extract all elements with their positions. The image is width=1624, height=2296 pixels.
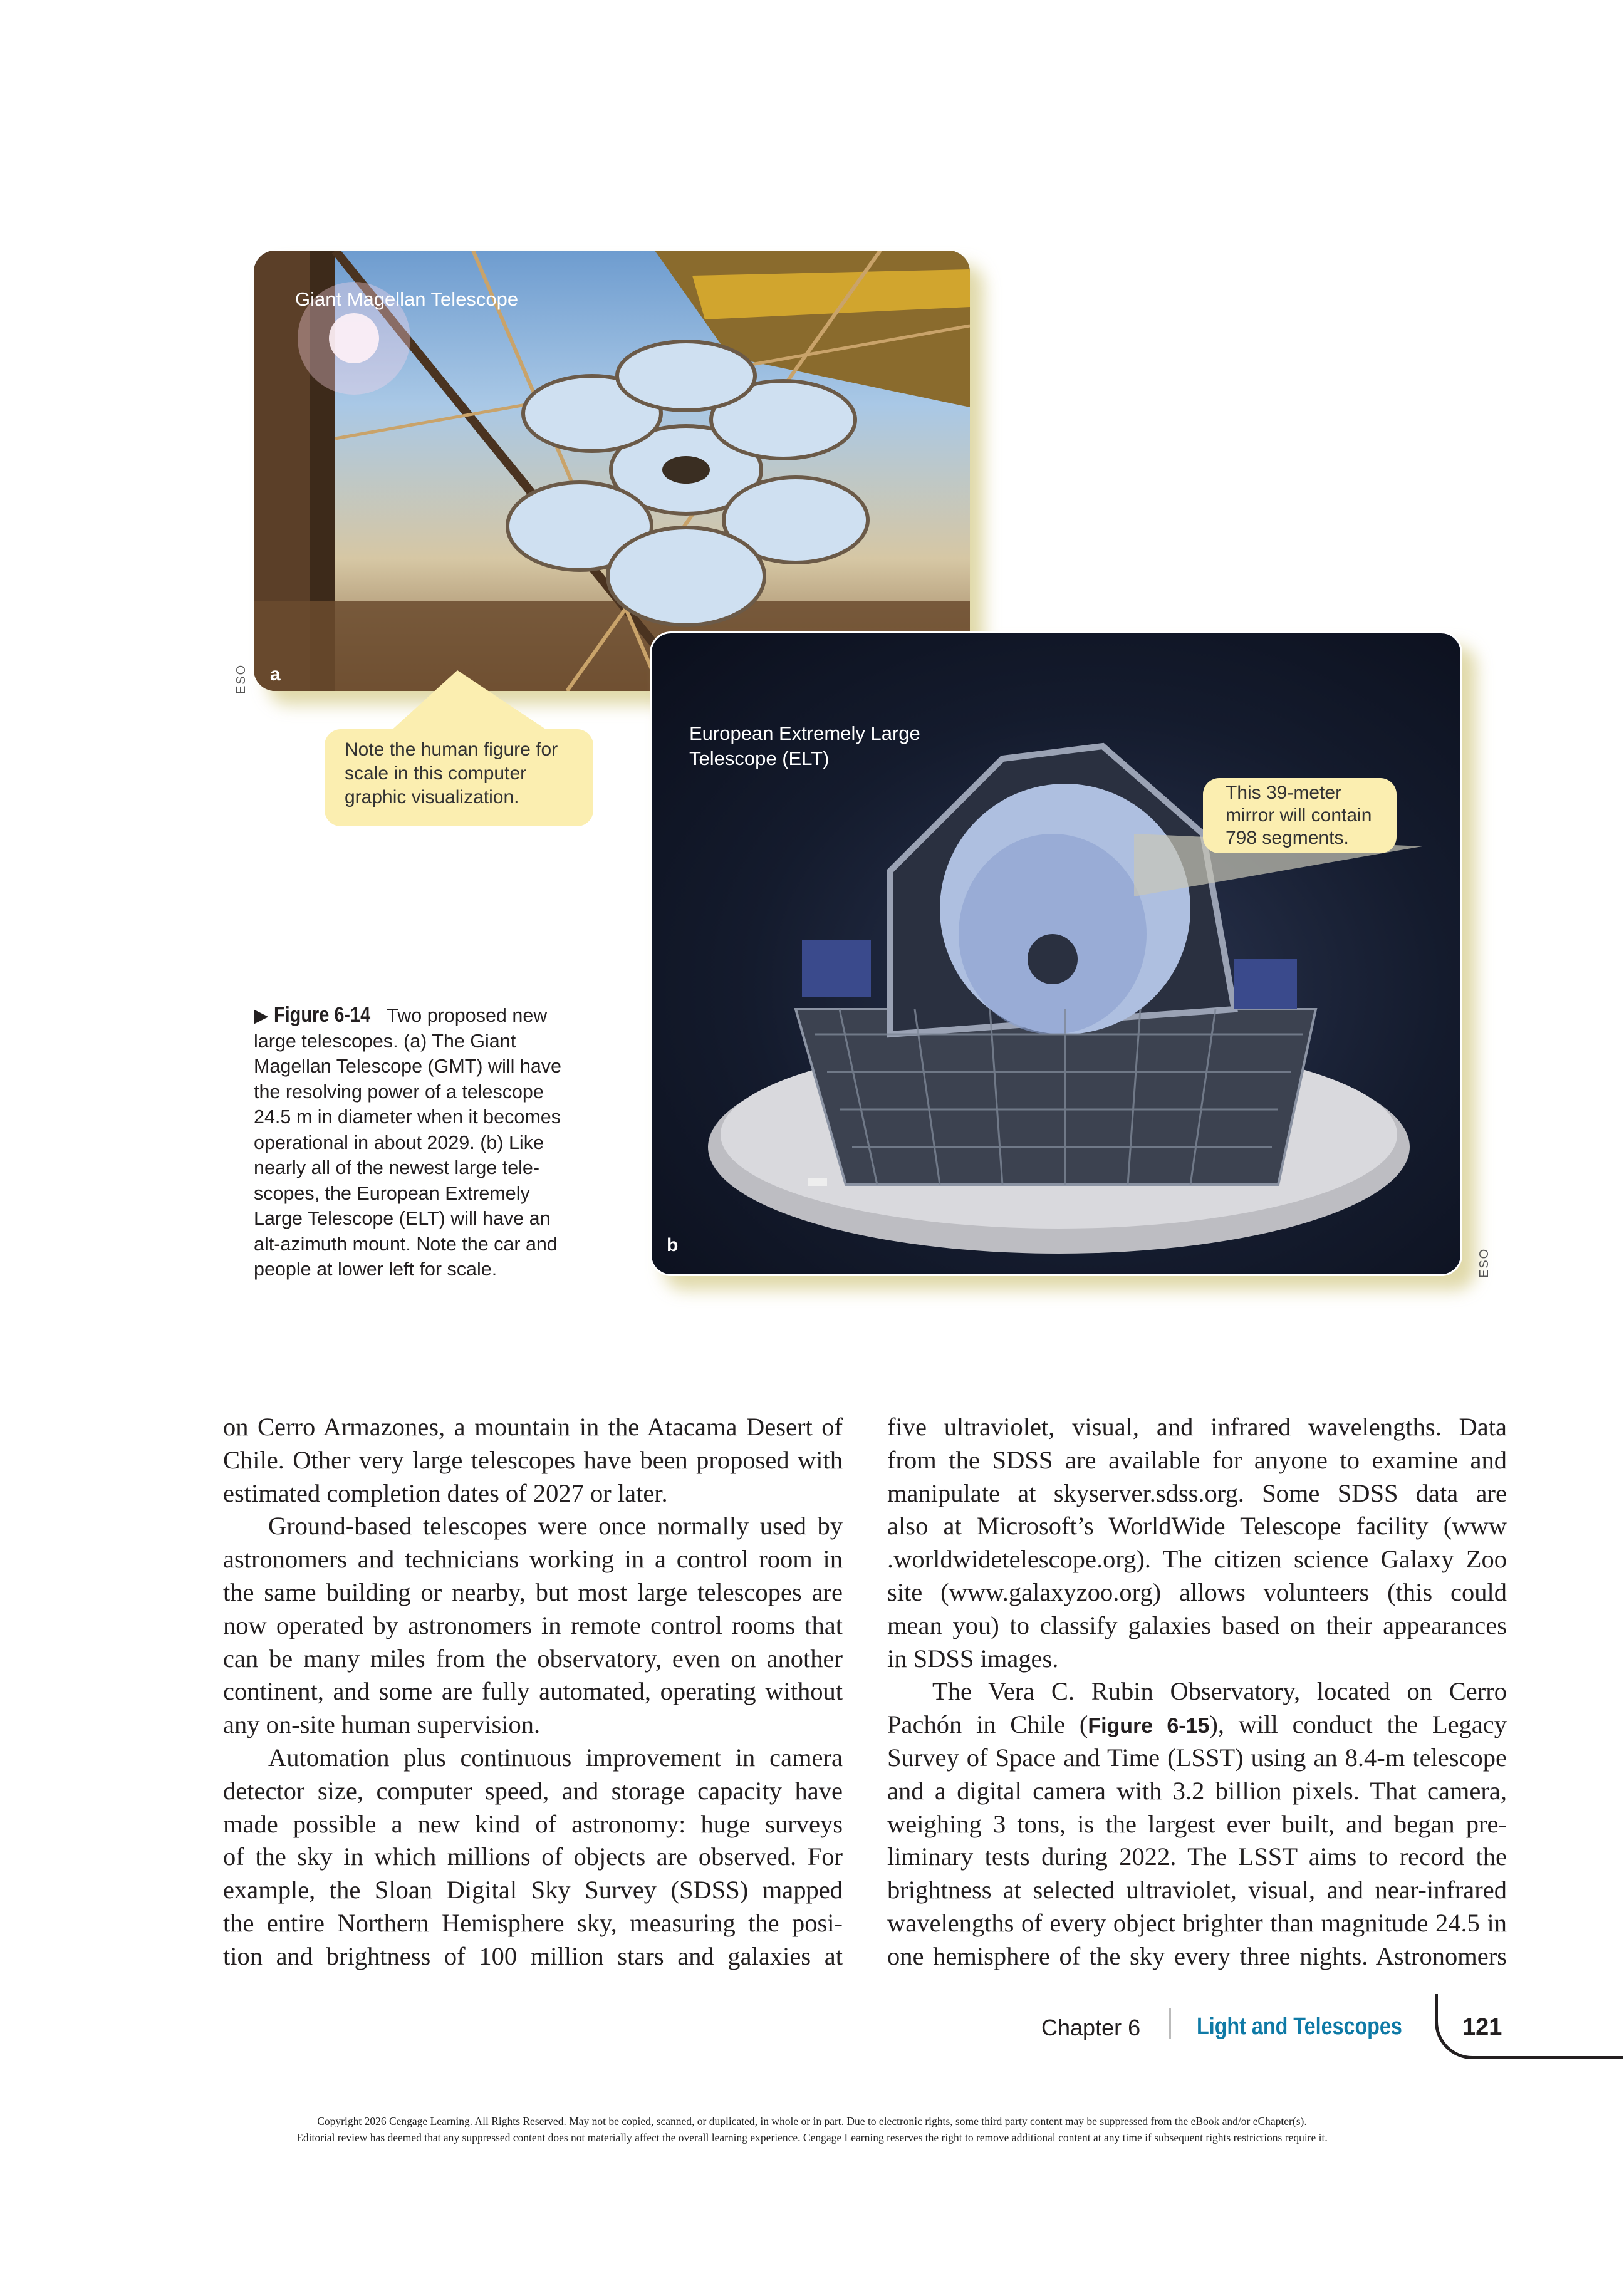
body-text-line: mean you) to classify galaxies based on their appearances [887,1611,1507,1639]
body-text-line: detector size, computer speed, and storage capacity have [223,1776,843,1805]
body-text-line: Ground-based telescopes were once normally used by [268,1512,843,1540]
caption-line: Large Telescope (ELT) will have an [254,1208,551,1229]
body-text-line: on Cerro Armazones, a mountain in the Atacama Desert of [223,1413,843,1441]
caption-line: people at lower left for scale. [254,1259,497,1280]
caption-line: alt-azimuth mount. Note the car and [254,1233,558,1255]
panel-b-title [689,721,920,771]
body-text-line: astronomers and technicians working in a control room in [223,1545,843,1574]
copyright-line: Copyright 2026 Cengage Learning. All Rights Reserved. May not be copied, scanned, or duplicated, in whole or in part. Due to electronic rights, some third party content may be suppressed from the eBook and/or eChapter(s). [317,2115,1307,2127]
panel-b-letter: b [667,1235,679,1255]
body-text-line: from the SDSS are available for anyone to examine and [887,1445,1507,1474]
callout-b-line: 798 segments. [1226,828,1349,848]
caption-arrow-icon: ▶ [254,1005,269,1026]
callout-b [1203,778,1397,853]
body-text-segment: Pachón in Chile ( [887,1710,1088,1739]
elt-illustration [650,631,1462,1276]
callout-b-line: This 39-meter [1226,782,1342,803]
body-column-left [223,1411,843,1973]
body-text-line: Automation plus continuous improvement in camera [268,1743,843,1772]
body-text-line: wavelengths of every object brighter than magnitude 24.5 in [887,1908,1507,1937]
body-text-line: manipulate at skyserver.sdss.org. Some SDSS data are [887,1478,1507,1507]
body-text-line: of the sky in which millions of objects are observed. For [223,1842,843,1871]
panel-a-credit: ESO [234,663,248,694]
body-text-line: example, the Sloan Digital Sky Survey (SDSS) mapped [223,1876,843,1904]
body-text-line: .worldwidetelescope.org). The citizen science Galaxy Zoo [887,1545,1507,1574]
body-text-segment: ), will conduct the Legacy [1209,1710,1507,1739]
body-text-line [887,1708,1507,1742]
body-text-line: Chile. Other very large telescopes have been proposed with [223,1445,843,1474]
figure-reference[interactable]: Figure 6-15 [1088,1714,1210,1738]
body-text-line: Survey of Space and Time (LSST) using an 8.4-m telescope [887,1743,1507,1772]
caption-line: operational in about 2029. (b) Like [254,1131,544,1153]
body-text-line: tion and brightness of 100 million stars and galaxies at [223,1941,843,1970]
body-text-line: liminary tests during 2022. The LSST aims to record the [887,1842,1507,1871]
body-text-line: the same building or nearby, but most large telescopes are [223,1577,843,1606]
figure-caption [254,1002,605,1282]
body-text-line: site (www.galaxyzoo.org) allows volunteers (this could [887,1577,1507,1606]
panel-b-credit: ESO [1477,1247,1491,1278]
panel-b-title-line: European Extremely Large [689,722,920,744]
callout-a-line: graphic visualization. [345,787,519,808]
panel-a-title: Giant Magellan Telescope [295,288,519,310]
body-text-line: weighing 3 tons, is the largest ever built, and began pre- [887,1809,1507,1838]
body-text-line: the entire Northern Hemisphere sky, measuring the posi- [223,1908,843,1937]
panel-a-letter: a [270,664,281,685]
body-text-line: made possible a new kind of astronomy: huge surveys [223,1809,843,1838]
body-text-line: and a digital camera with 3.2 billion pixels. That camera, [887,1776,1507,1805]
body-text-line: now operated by astronomers in remote control rooms that [223,1611,843,1639]
body-text-line: any on-site human supervision. [223,1710,541,1739]
gmt-drawing [254,251,970,691]
body-text-line: also at Microsoft’s WorldWide Telescope facility (www [887,1512,1507,1540]
caption-line: Magellan Telescope (GMT) will have [254,1056,562,1077]
copyright-line: Editorial review has deemed that any suppressed content does not materially affect the overall learning experience. Cengage Learning reserves the right to remove additional content at any time if subsequent rights restrictions require it. [296,2131,1328,2144]
footer-divider [1169,2008,1171,2039]
callout-a-line: scale in this computer [345,763,527,784]
gmt-illustration [254,251,970,691]
callout-b-line: mirror will contain [1226,805,1372,826]
caption-line: Two proposed new [387,1005,548,1026]
figure-label: Figure 6-14 [273,1003,371,1027]
callout-a-line: Note the human figure for [345,739,558,760]
caption-line: the resolving power of a telescope [254,1081,544,1103]
running-footer-chapter: Chapter 6 [1041,2015,1141,2040]
body-text-line: in SDSS images. [887,1644,1059,1673]
body-text-line: five ultraviolet, visual, and infrared wavelengths. Data [887,1413,1507,1441]
running-footer-title: Light and Telescopes [1197,2013,1402,2040]
body-text-line: one hemisphere of the sky every three nights. Astronomers [887,1941,1507,1970]
body-text-line: The Vera C. Rubin Observatory, located on Cerro [932,1677,1507,1706]
body-text-line: can be many miles from the observatory, even on another [223,1644,843,1673]
caption-line: 24.5 m in diameter when it becomes [254,1106,561,1128]
body-text-line: estimated completion dates of 2027 or later. [223,1478,668,1507]
caption-line: scopes, the European Extremely [254,1182,530,1204]
body-text-line: continent, and some are fully automated, operating without [223,1677,843,1706]
panel-b-title-line: Telescope (ELT) [689,747,830,769]
page-number: 121 [1462,2014,1502,2040]
caption-line: large telescopes. (a) The Giant [254,1030,516,1052]
body-text-line: brightness at selected ultraviolet, visual, and near-infrared [887,1876,1507,1904]
caption-line: nearly all of the newest large tele- [254,1157,540,1178]
callout-a [325,729,593,826]
body-column-right [887,1411,1507,1973]
